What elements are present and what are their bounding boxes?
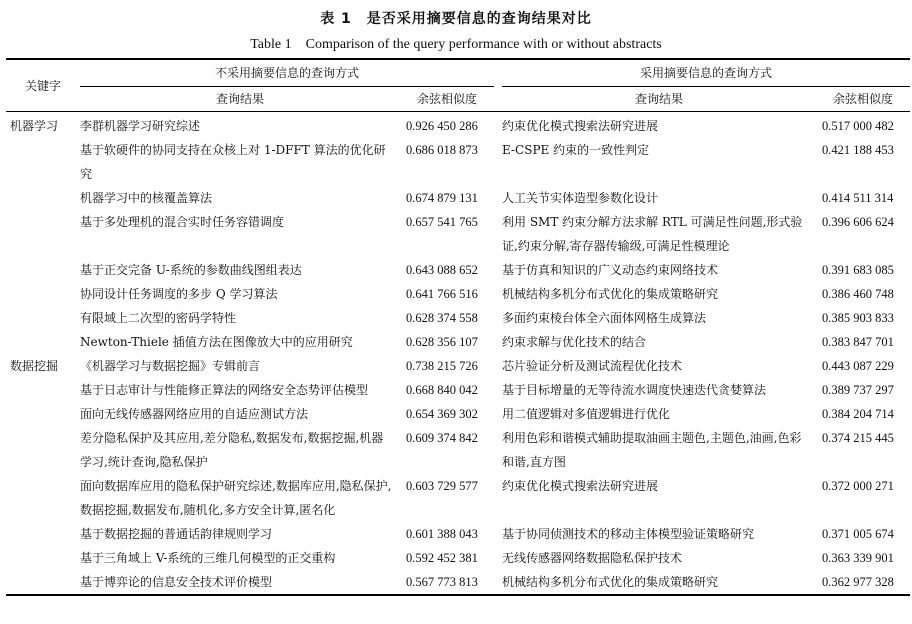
similarity-with-abstract: 0.374 215 445 [822, 431, 894, 445]
table-row [6, 546, 910, 570]
similarity-without-abstract: 0.926 450 286 [406, 119, 478, 133]
similarity-without-abstract: 0.567 773 813 [400, 570, 494, 595]
similarity-with-abstract: 0.389 737 297 [822, 383, 894, 397]
result-without-abstract: Newton-Thiele 插值方法在图像放大中的应用研究 [80, 335, 353, 349]
keyword-cell [6, 210, 80, 258]
gap-cell [494, 570, 502, 595]
keyword-cell: 机器学习 [10, 119, 59, 133]
similarity-with-abstract: 0.371 005 674 [822, 527, 894, 541]
result-without-abstract: 基于博弈论的信息安全技术评价模型 [80, 570, 400, 595]
table-row [6, 138, 910, 186]
gap-cell [494, 546, 502, 570]
result-with-abstract: 约束求解与优化技术的结合 [502, 335, 647, 349]
result-with-abstract: 利用色彩和谐模式辅助提取油画主题色,主题色,油画,色彩和谐,直方图 [502, 431, 802, 469]
result-with-abstract: 多面约束棱台体全六面体网格生成算法 [502, 311, 707, 325]
similarity-with-abstract: 0.363 339 901 [822, 551, 894, 565]
table-row [6, 378, 910, 402]
result-without-abstract: 基于软硬件的协同支持在众核上对 1-DFFT 算法的优化研究 [80, 143, 386, 181]
table-row [6, 402, 910, 426]
gap-cell [494, 186, 502, 210]
keyword-cell [6, 378, 80, 402]
keyword-cell [6, 426, 80, 474]
gap-cell [494, 426, 502, 474]
similarity-with-abstract: 0.443 087 229 [822, 359, 894, 373]
gap-cell [494, 474, 502, 522]
comparison-table [6, 58, 910, 596]
table-row [6, 258, 910, 282]
table-row [6, 186, 910, 210]
result-with-abstract: 机械结构多机分布式优化的集成策略研究 [502, 287, 719, 301]
keyword-cell [6, 258, 80, 282]
similarity-with-abstract: 0.517 000 482 [822, 119, 894, 133]
result-with-abstract: 约束优化模式搜索法研究进展 [502, 479, 659, 493]
similarity-without-abstract: 0.628 356 107 [406, 335, 478, 349]
gap-cell [494, 138, 502, 186]
keyword-cell [6, 186, 80, 210]
gap-cell [494, 258, 502, 282]
result-without-abstract: 协同设计任务调度的多步 Q 学习算法 [80, 287, 278, 301]
result-without-abstract: 机器学习中的核覆盖算法 [80, 191, 213, 205]
similarity-without-abstract: 0.628 374 558 [406, 311, 478, 325]
header-gap-2 [494, 87, 502, 112]
result-without-abstract: 基于三角域上 V-系统的三维几何模型的正交重构 [80, 551, 336, 565]
result-with-abstract: 利用 SMT 约束分解方法求解 RTL 可满足性问题,形式验证,约束分解,寄存器传输级,可满足性模理论 [502, 215, 803, 253]
table-row [6, 522, 910, 546]
gap-cell [494, 402, 502, 426]
table-row [6, 306, 910, 330]
similarity-without-abstract: 0.609 374 842 [406, 431, 478, 445]
gap-cell [494, 522, 502, 546]
table-title-en: Table 1 Comparison of the query performance with or without abstracts [250, 37, 662, 52]
result-with-abstract: E-CSPE 约束的一致性判定 [502, 143, 650, 157]
table-row [6, 354, 910, 378]
keyword-cell [6, 546, 80, 570]
table-row [6, 474, 910, 522]
similarity-without-abstract: 0.654 369 302 [406, 407, 478, 421]
result-without-abstract: 面向数据库应用的隐私保护研究综述,数据库应用,隐私保护,数据挖掘,数据发布,随机化,多方安全计算,匿名化 [80, 479, 392, 517]
gap-cell [494, 330, 502, 354]
similarity-without-abstract: 0.592 452 381 [406, 551, 478, 565]
header-similarity-left: 余弦相似度 [400, 87, 494, 112]
header-keyword: 关键字 [6, 59, 80, 112]
result-with-abstract: 无线传感器网络数据隐私保护技术 [502, 551, 683, 565]
result-without-abstract: 面向无线传感器网络应用的自适应测试方法 [80, 407, 309, 421]
gap-cell [494, 210, 502, 258]
similarity-with-abstract: 0.385 903 833 [822, 311, 894, 325]
result-with-abstract: 基于仿真和知识的广义动态约束网络技术 [502, 263, 719, 277]
result-with-abstract: 人工关节实体造型参数化设计 [502, 191, 659, 205]
keyword-cell [6, 282, 80, 306]
similarity-without-abstract: 0.668 840 042 [406, 383, 478, 397]
result-without-abstract: 基于多处理机的混合实时任务容错调度 [80, 215, 285, 229]
gap-cell [494, 378, 502, 402]
similarity-without-abstract: 0.738 215 726 [406, 359, 478, 373]
keyword-cell: 数据挖掘 [10, 359, 59, 373]
similarity-without-abstract: 0.641 766 516 [406, 287, 478, 301]
header-row-group [6, 59, 910, 87]
result-without-abstract: 《机器学习与数据挖掘》专辑前言 [80, 359, 261, 373]
gap-cell [494, 354, 502, 378]
keyword-cell [6, 522, 80, 546]
similarity-with-abstract: 0.391 683 085 [822, 263, 894, 277]
header-similarity-right: 余弦相似度 [816, 87, 910, 112]
result-with-abstract: 基于目标增量的无等待流水调度快速迭代贪婪算法 [502, 383, 767, 397]
keyword-cell [6, 306, 80, 330]
similarity-with-abstract: 0.362 977 328 [816, 570, 910, 595]
result-without-abstract: 基于正交完备 U-系统的参数曲线图组表达 [80, 263, 302, 277]
header-gap [494, 59, 502, 87]
similarity-without-abstract: 0.603 729 577 [406, 479, 478, 493]
header-result-left: 查询结果 [80, 87, 400, 112]
similarity-with-abstract: 0.421 188 453 [822, 143, 894, 157]
table-body [6, 112, 910, 596]
result-without-abstract: 李群机器学习研究综述 [80, 119, 201, 133]
header-row-columns [6, 87, 910, 112]
result-without-abstract: 基于日志审计与性能修正算法的网络安全态势评估模型 [80, 383, 369, 397]
header-group-without-abstract: 不采用摘要信息的查询方式 [80, 59, 494, 87]
table-row [6, 426, 910, 474]
result-with-abstract: 基于协同侦测技术的移动主体模型验证策略研究 [502, 527, 755, 541]
table-row [6, 570, 910, 595]
similarity-with-abstract: 0.386 460 748 [822, 287, 894, 301]
keyword-cell [6, 474, 80, 522]
result-with-abstract: 机械结构多机分布式优化的集成策略研究 [502, 570, 816, 595]
keyword-cell [6, 138, 80, 186]
similarity-without-abstract: 0.643 088 652 [406, 263, 478, 277]
result-with-abstract: 用二值逻辑对多值逻辑进行优化 [502, 407, 671, 421]
table-title-cn: 表 1 是否采用摘要信息的查询结果对比 [320, 11, 592, 27]
similarity-with-abstract: 0.384 204 714 [822, 407, 894, 421]
gap-cell [494, 112, 502, 139]
table-row [6, 210, 910, 258]
similarity-with-abstract: 0.414 511 314 [822, 191, 894, 205]
keyword-cell [6, 570, 80, 595]
header-group-with-abstract: 采用摘要信息的查询方式 [502, 59, 910, 87]
similarity-with-abstract: 0.372 000 271 [822, 479, 894, 493]
result-without-abstract: 有限域上二次型的密码学特性 [80, 311, 237, 325]
result-with-abstract: 芯片验证分析及测试流程优化技术 [502, 359, 683, 373]
result-with-abstract: 约束优化模式搜索法研究进展 [502, 119, 659, 133]
result-without-abstract: 基于数据挖掘的普通话韵律规则学习 [80, 527, 273, 541]
similarity-without-abstract: 0.674 879 131 [406, 191, 478, 205]
similarity-without-abstract: 0.686 018 873 [406, 143, 478, 157]
result-without-abstract: 差分隐私保护及其应用,差分隐私,数据发布,数据挖掘,机器学习,统计查询,隐私保护 [80, 431, 384, 469]
similarity-without-abstract: 0.601 388 043 [406, 527, 478, 541]
keyword-cell [6, 330, 80, 354]
header-result-right: 查询结果 [502, 87, 816, 112]
gap-cell [494, 282, 502, 306]
table-row [6, 330, 910, 354]
gap-cell [494, 306, 502, 330]
table-row [6, 112, 910, 139]
similarity-with-abstract: 0.396 606 624 [822, 215, 894, 229]
similarity-with-abstract: 0.383 847 701 [822, 335, 894, 349]
similarity-without-abstract: 0.657 541 765 [406, 215, 478, 229]
keyword-cell [6, 402, 80, 426]
table-row [6, 282, 910, 306]
